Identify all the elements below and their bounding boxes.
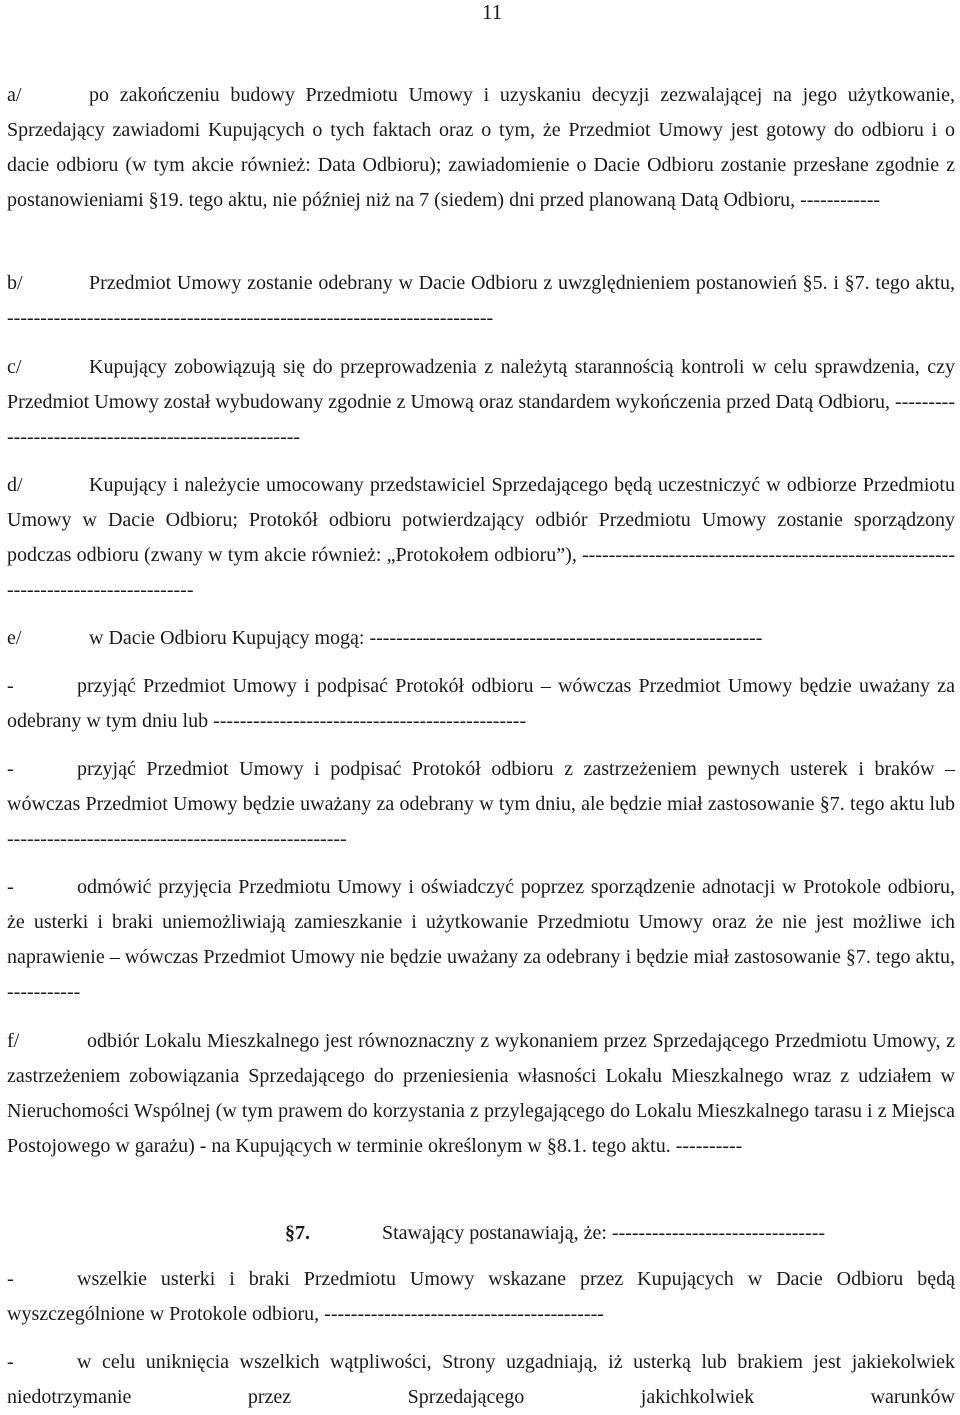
paragraph-text: odmówić przyjęcia Przedmiotu Umowy i oświadczyć poprzez sporządzenie adnotacji w Protokole odbioru, że usterki i braki uniemożliwiają zamieszkanie i użytkowanie Przedmiotu Umowy oraz że nie jest możliwe ich naprawienie – wówczas Przedmiot Umowy nie będzie uważany za odebrany i będzie miał zastosowanie §7. tego aktu, -----------: [7, 876, 955, 1003]
paragraph-marker: e/: [7, 627, 22, 649]
paragraph-text: odbiór Lokalu Mieszkalnego jest równoznaczny z wykonaniem przez Sprzedającego Przedmiotu Umowy, z zastrzeżeniem zobowiązania Sprzedającego do przeniesienia własności Lokalu Mieszkalnego wraz z udziałem w Nieruchomości Wspólnej (w tym prawem do korzystania z przylegającego do Lokalu Mieszkalnego tarasu i z Miejsca Postojowego w garażu) - na Kupujących w terminie określonym w §8.1. tego aktu. ----------: [7, 1030, 955, 1157]
paragraph-marker: b/: [7, 272, 23, 294]
paragraph-marker: c/: [7, 356, 22, 378]
paragraph-marker: a/: [7, 84, 22, 106]
section-heading: [285, 1218, 825, 1248]
paragraph-marker: d/: [7, 474, 23, 496]
dash-marker: -: [7, 675, 14, 697]
dash-marker: -: [7, 1351, 14, 1373]
paragraph-text: przyjąć Przedmiot Umowy i podpisać Protokół odbioru – wówczas Przedmiot Umowy będzie uważany za odebrany w tym dniu lub -----------------------------------------------: [7, 675, 955, 732]
paragraph-text: Kupujący i należycie umocowany przedstawiciel Sprzedającego będą uczestniczyć w odbiorze Przedmiotu Umowy w Dacie Odbioru; Protokół odbioru potwierdzający odbiór Przedmiotu Umowy zostanie sporządzony podczas odbioru (zwany w tym akcie również: „Protokołem odbioru”), ------------------------------------------------------------------------------------: [7, 474, 955, 601]
dash-marker: -: [7, 1268, 14, 1290]
page-number: 11: [482, 0, 503, 24]
paragraph-b: [7, 266, 955, 336]
dash-marker: -: [7, 758, 14, 780]
paragraph-marker: f/: [7, 1030, 20, 1052]
section-item-clarification: [7, 1345, 955, 1415]
paragraph-d: [7, 468, 955, 608]
paragraph-text: w Dacie Odbioru Kupujący mogą: -----------------------------------------------------------: [89, 627, 763, 649]
paragraph-a: [7, 78, 955, 218]
section-number: §7.: [285, 1222, 310, 1244]
dash-marker: -: [7, 876, 14, 898]
paragraph-text: Kupujący zobowiązują się do przeprowadzenia z należytą starannością kontroli w celu sprawdzenia, czy Przedmiot Umowy został wybudowany zgodnie z Umową oraz standardem wykończenia przed Datą Odbioru, -----------------------------------------------------: [7, 356, 955, 448]
option-refuse: [7, 870, 955, 1010]
paragraph-text: wszelkie usterki i braki Przedmiotu Umowy wskazane przez Kupujących w Dacie Odbioru będą wyszczególnione w Protokole odbioru, ------------------------------------------: [7, 1268, 955, 1325]
paragraph-c: [7, 350, 955, 455]
paragraph-text: przyjąć Przedmiot Umowy i podpisać Protokół odbioru z zastrzeżeniem pewnych usterek i braków – wówczas Przedmiot Umowy będzie uważany za odebrany w tym dniu, ale będzie miał zastosowanie §7. tego aktu lub ---------------------------------------------------: [7, 758, 955, 850]
paragraph-text: w celu uniknięcia wszelkich wątpliwości, Strony uzgadniają, iż usterką lub brakiem jest jakiekolwiek niedotrzymanie przez Sprzedającego jakichkolwiek warunków: [7, 1351, 955, 1408]
paragraph-e: [7, 621, 955, 656]
paragraph-text: po zakończeniu budowy Przedmiotu Umowy i uzyskaniu decyzji zezwalającej na jego użytkowanie, Sprzedający zawiadomi Kupujących o tych faktach oraz o tym, że Przedmiot Umowy jest gotowy do odbioru i o dacie odbioru (w tym akcie również: Data Odbioru); zawiadomienie o Dacie Odbioru zostanie przesłane zgodnie z postanowieniami §19. tego aktu, nie później niż na 7 (siedem) dni przed planowaną Datą Odbioru, ------------: [7, 84, 955, 211]
paragraph-text: Przedmiot Umowy zostanie odebrany w Dacie Odbioru z uwzględnieniem postanowień §5. i §7. tego aktu, -------------------------------------------------------------------------: [7, 272, 955, 329]
section-title: Stawający postanawiają, że: --------------------------------: [382, 1222, 826, 1244]
section-item-defects: [7, 1262, 955, 1332]
option-accept: [7, 669, 955, 739]
option-accept-with-reservation: [7, 752, 955, 857]
paragraph-f: [7, 1024, 955, 1164]
